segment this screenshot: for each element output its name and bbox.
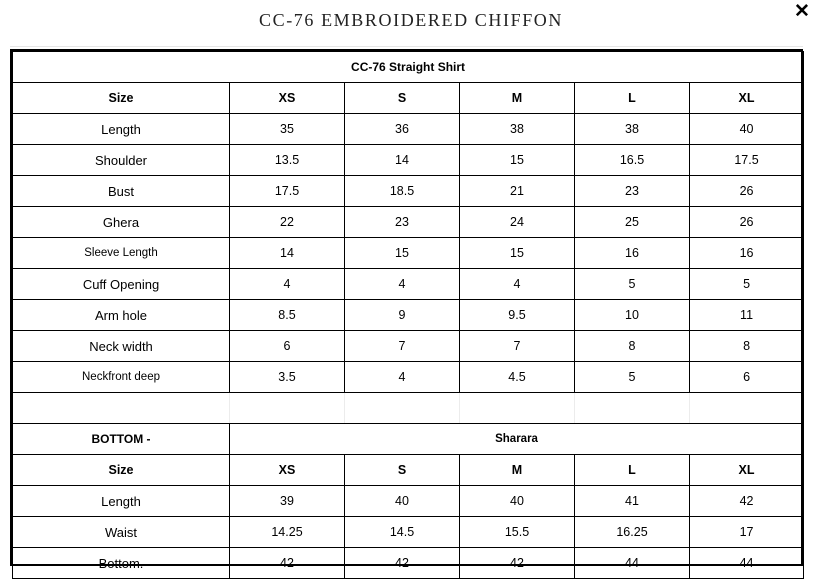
size-s-header: S [345,455,460,486]
measurement-cell: 14 [230,238,345,269]
table-row [13,176,804,207]
measurement-cell: 5 [575,269,690,300]
measurement-cell: 16 [690,238,804,269]
row-label: Neck width [13,331,230,362]
measurement-cell: 14.25 [230,517,345,548]
modal-title: CC-76 EMBROIDERED CHIFFON [258,10,564,30]
measurement-cell: 40 [345,486,460,517]
shirt-title: CC-76 Straight Shirt [13,52,804,83]
size-xl-header: XL [690,83,804,114]
size-chart-table [12,51,804,579]
measurement-cell: 39 [230,486,345,517]
size-s-header: S [345,83,460,114]
measurement-cell: 8.5 [230,300,345,331]
measurement-cell: 6 [230,331,345,362]
measurement-cell: 4 [460,269,575,300]
spacer-cell [460,393,575,424]
measurement-cell: 3.5 [230,362,345,393]
measurement-cell: 40 [460,486,575,517]
measurement-cell: 16 [575,238,690,269]
spacer-cell [690,393,804,424]
row-label: Bust [13,176,230,207]
table-row [13,145,804,176]
bottom-size-header-row [13,455,804,486]
measurement-cell: 10 [575,300,690,331]
size-header: Size [13,83,230,114]
measurement-cell: 42 [460,548,575,579]
measurement-cell: 4 [230,269,345,300]
table-row [13,362,804,393]
table-row [13,300,804,331]
measurement-cell: 15.5 [460,517,575,548]
measurement-cell: 6 [690,362,804,393]
row-label: Cuff Opening [13,269,230,300]
table-row [13,331,804,362]
measurement-cell: 18.5 [345,176,460,207]
measurement-cell: 4.5 [460,362,575,393]
bottom-title: Sharara [230,424,804,455]
spacer-cell [13,393,230,424]
size-l-header: L [575,83,690,114]
measurement-cell: 44 [690,548,804,579]
row-label: Length [13,114,230,145]
bottom-section-label: BOTTOM - [13,424,230,455]
table-row [13,207,804,238]
row-label: Sleeve Length [13,238,230,269]
measurement-cell: 23 [575,176,690,207]
size-m-header: M [460,455,575,486]
measurement-cell: 15 [460,238,575,269]
row-label: Bottom. [13,548,230,579]
row-label: Length [13,486,230,517]
measurement-cell: 5 [690,269,804,300]
measurement-cell: 23 [345,207,460,238]
spacer-row [13,393,804,424]
measurement-cell: 42 [345,548,460,579]
measurement-cell: 36 [345,114,460,145]
shirt-title-row [13,52,804,83]
measurement-cell: 7 [460,331,575,362]
table-row [13,269,804,300]
measurement-cell: 4 [345,362,460,393]
size-xl-header: XL [690,455,804,486]
size-xs-header: XS [230,455,345,486]
close-icon: ✕ [794,1,810,22]
measurement-cell: 5 [575,362,690,393]
measurement-cell: 17 [690,517,804,548]
size-l-header: L [575,455,690,486]
measurement-cell: 4 [345,269,460,300]
measurement-cell: 26 [690,207,804,238]
size-chart [10,49,803,571]
row-label: Ghera [13,207,230,238]
table-row [13,238,804,269]
measurement-cell: 7 [345,331,460,362]
row-label: Waist [13,517,230,548]
measurement-cell: 9.5 [460,300,575,331]
row-label: Neckfront deep [13,362,230,393]
measurement-cell: 25 [575,207,690,238]
measurement-cell: 42 [230,548,345,579]
size-header: Size [13,455,230,486]
measurement-cell: 26 [690,176,804,207]
measurement-cell: 38 [460,114,575,145]
table-row [13,114,804,145]
spacer-cell [230,393,345,424]
measurement-cell: 40 [690,114,804,145]
measurement-cell: 35 [230,114,345,145]
measurement-cell: 8 [575,331,690,362]
spacer-cell [345,393,460,424]
spacer-cell [575,393,690,424]
measurement-cell: 44 [575,548,690,579]
shirt-size-header-row [13,83,804,114]
measurement-cell: 8 [690,331,804,362]
measurement-cell: 42 [690,486,804,517]
measurement-cell: 17.5 [230,176,345,207]
divider [10,46,803,47]
measurement-cell: 22 [230,207,345,238]
measurement-cell: 15 [345,238,460,269]
measurement-cell: 14 [345,145,460,176]
table-row [13,486,804,517]
table-row [13,517,804,548]
measurement-cell: 14.5 [345,517,460,548]
measurement-cell: 17.5 [690,145,804,176]
measurement-cell: 38 [575,114,690,145]
size-m-header: M [460,83,575,114]
measurement-cell: 21 [460,176,575,207]
measurement-cell: 16.5 [575,145,690,176]
size-xs-header: XS [230,83,345,114]
measurement-cell: 13.5 [230,145,345,176]
measurement-cell: 9 [345,300,460,331]
measurement-cell: 24 [460,207,575,238]
measurement-cell: 15 [460,145,575,176]
measurement-cell: 11 [690,300,804,331]
table-row [13,548,804,579]
measurement-cell: 41 [575,486,690,517]
bottom-title-row [13,424,804,455]
row-label: Shoulder [13,145,230,176]
row-label: Arm hole [13,300,230,331]
close-button[interactable] [792,2,812,22]
measurement-cell: 16.25 [575,517,690,548]
